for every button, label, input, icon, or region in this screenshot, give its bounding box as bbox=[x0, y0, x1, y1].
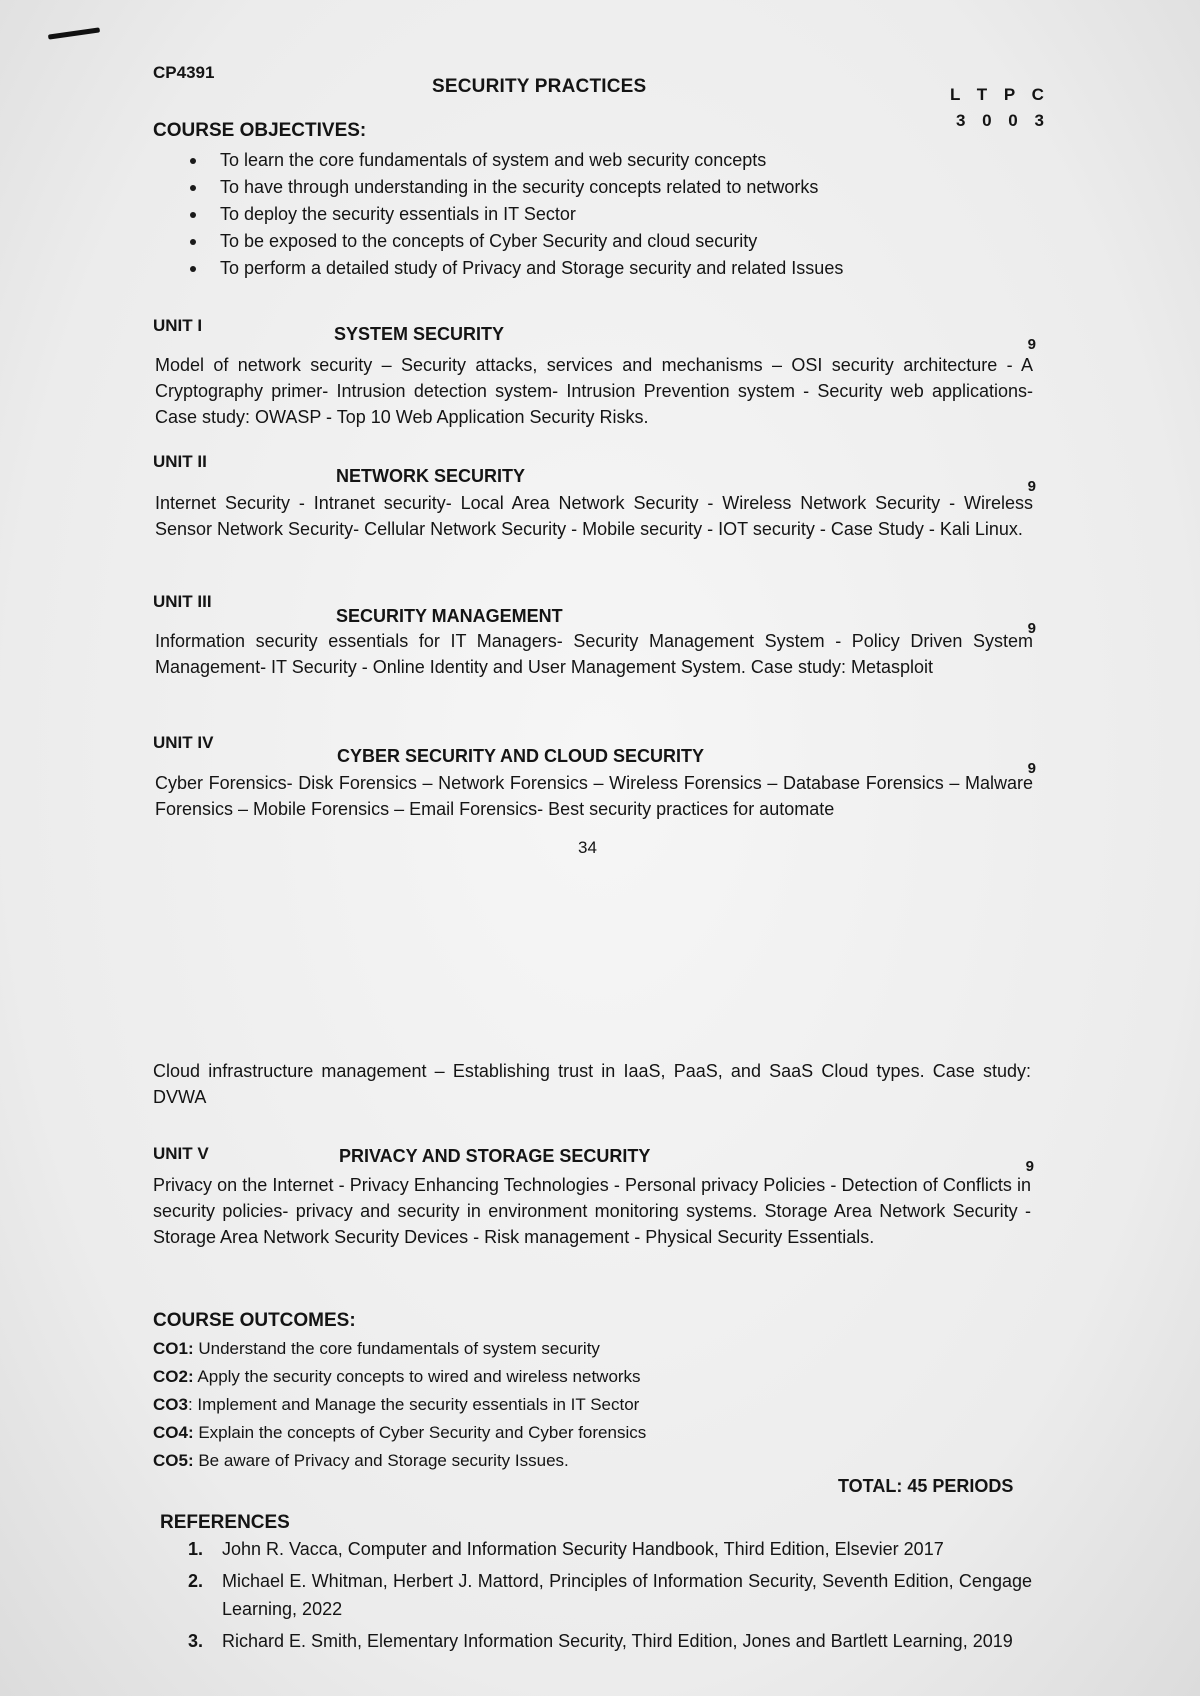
outcome-code: CO3 bbox=[153, 1395, 188, 1414]
reference-item bbox=[160, 1627, 1032, 1655]
outcome-item bbox=[153, 1335, 646, 1363]
objective-item: To perform a detailed study of Privacy and Storage security and related Issues bbox=[190, 255, 843, 282]
reference-text: Michael E. Whitman, Herbert J. Mattord, Principles of Information Security, Seventh Edition, Cengage Learning, 2022 bbox=[222, 1571, 1032, 1619]
unit-4-hours: 9 bbox=[1027, 760, 1036, 777]
outcome-code: CO1: bbox=[153, 1339, 194, 1358]
unit-1-title: SYSTEM SECURITY bbox=[334, 324, 505, 344]
page-number: 34 bbox=[578, 838, 597, 857]
outcomes-heading: COURSE OUTCOMES: bbox=[153, 1310, 356, 1331]
unit-2-hours: 9 bbox=[1027, 478, 1036, 495]
outcome-text: Apply the security concepts to wired and wireless networks bbox=[193, 1367, 641, 1386]
reference-number: 1. bbox=[188, 1539, 204, 1559]
course-code: CP4391 bbox=[153, 63, 215, 82]
outcome-code: CO2: bbox=[153, 1367, 194, 1386]
unit-2-label: UNIT II bbox=[153, 452, 207, 471]
reference-number: 3. bbox=[188, 1631, 204, 1651]
outcome-code: CO4: bbox=[153, 1423, 194, 1442]
outcome-text: Be aware of Privacy and Storage security Issues. bbox=[193, 1451, 569, 1470]
unit-5-title: PRIVACY AND STORAGE SECURITY bbox=[339, 1146, 651, 1166]
outcome-item bbox=[153, 1363, 646, 1391]
unit-3-content: Information security essentials for IT Managers- Security Management System - Policy Driven System Management- IT Security - Online Identity and User Management System. Case study: Metasploit bbox=[155, 631, 1033, 677]
ltpc-values: 3 0 0 3 bbox=[955, 111, 1050, 130]
outcomes-list bbox=[153, 1335, 646, 1475]
outcome-item bbox=[153, 1419, 646, 1447]
objectives-heading: COURSE OBJECTIVES: bbox=[153, 120, 367, 141]
reference-text: John R. Vacca, Computer and Information Security Handbook, Third Edition, Elsevier 2017 bbox=[222, 1539, 944, 1559]
outcome-text: Understand the core fundamentals of system security bbox=[193, 1339, 600, 1358]
references-heading: REFERENCES bbox=[160, 1512, 290, 1533]
unit-1-hours: 9 bbox=[1027, 336, 1036, 353]
unit-4-label: UNIT IV bbox=[153, 733, 214, 752]
outcome-text: Explain the concepts of Cyber Security and Cyber forensics bbox=[193, 1423, 647, 1442]
unit-5-label: UNIT V bbox=[153, 1144, 209, 1163]
objective-item: To have through understanding in the security concepts related to networks bbox=[190, 174, 843, 201]
reference-text: Richard E. Smith, Elementary Information Security, Third Edition, Jones and Bartlett Learning, 2019 bbox=[222, 1631, 1013, 1651]
unit-2-title: NETWORK SECURITY bbox=[336, 466, 525, 486]
unit-4-content: Cyber Forensics- Disk Forensics – Network Forensics – Wireless Forensics – Database Forensics – Malware Forensics – Mobile Forensics – Email Forensics- Best security practices for automate bbox=[155, 773, 1033, 819]
unit-3-hours: 9 bbox=[1027, 620, 1036, 637]
ltpc-block bbox=[950, 82, 1050, 134]
objectives-list bbox=[190, 147, 843, 282]
objective-item: To learn the core fundamentals of system and web security concepts bbox=[190, 147, 843, 174]
unit-5-hours: 9 bbox=[1025, 1158, 1034, 1175]
reference-number: 2. bbox=[188, 1571, 204, 1591]
unit-4-title: CYBER SECURITY AND CLOUD SECURITY bbox=[337, 746, 705, 766]
ltpc-label: L T P C bbox=[950, 85, 1050, 104]
unit-3-title: SECURITY MANAGEMENT bbox=[336, 606, 563, 626]
outcome-text: : Implement and Manage the security essentials in IT Sector bbox=[187, 1395, 640, 1414]
pen-mark bbox=[48, 27, 100, 39]
outcome-item bbox=[153, 1391, 646, 1419]
outcome-code: CO5: bbox=[153, 1451, 194, 1470]
objective-item: To deploy the security essentials in IT Sector bbox=[190, 201, 843, 228]
unit-5-content: Privacy on the Internet - Privacy Enhancing Technologies - Personal privacy Policies - Detection of Conflicts in security policies- privacy and security in environment monitoring systems. Storage Area Network Security - Storage Area Network Security Devices - Risk management - Physical Security Essentials. bbox=[153, 1175, 1031, 1247]
unit-4-continuation: Cloud infrastructure management – Establishing trust in IaaS, PaaS, and SaaS Cloud types. Case study: DVWA bbox=[153, 1061, 1031, 1107]
unit-3-label: UNIT III bbox=[153, 592, 212, 611]
course-title: SECURITY PRACTICES bbox=[432, 76, 647, 97]
total-periods: TOTAL: 45 PERIODS bbox=[838, 1476, 1014, 1496]
outcome-item bbox=[153, 1447, 646, 1475]
reference-item bbox=[160, 1567, 1032, 1623]
objective-item: To be exposed to the concepts of Cyber Security and cloud security bbox=[190, 228, 843, 255]
reference-item bbox=[160, 1535, 1032, 1563]
references-list bbox=[160, 1535, 1032, 1659]
unit-1-label: UNIT I bbox=[153, 316, 203, 335]
unit-2-content: Internet Security - Intranet security- Local Area Network Security - Wireless Network Security - Wireless Sensor Network Security- Cellular Network Security - Mobile security - IOT security - Case Study - Kali Linux. bbox=[155, 493, 1033, 539]
unit-1-content: Model of network security – Security attacks, services and mechanisms – OSI security architecture - A Cryptography primer- Intrusion detection system- Intrusion Prevention system - Security web applications- Case study: OWASP - Top 10 Web Application Security Risks. bbox=[155, 355, 1033, 427]
